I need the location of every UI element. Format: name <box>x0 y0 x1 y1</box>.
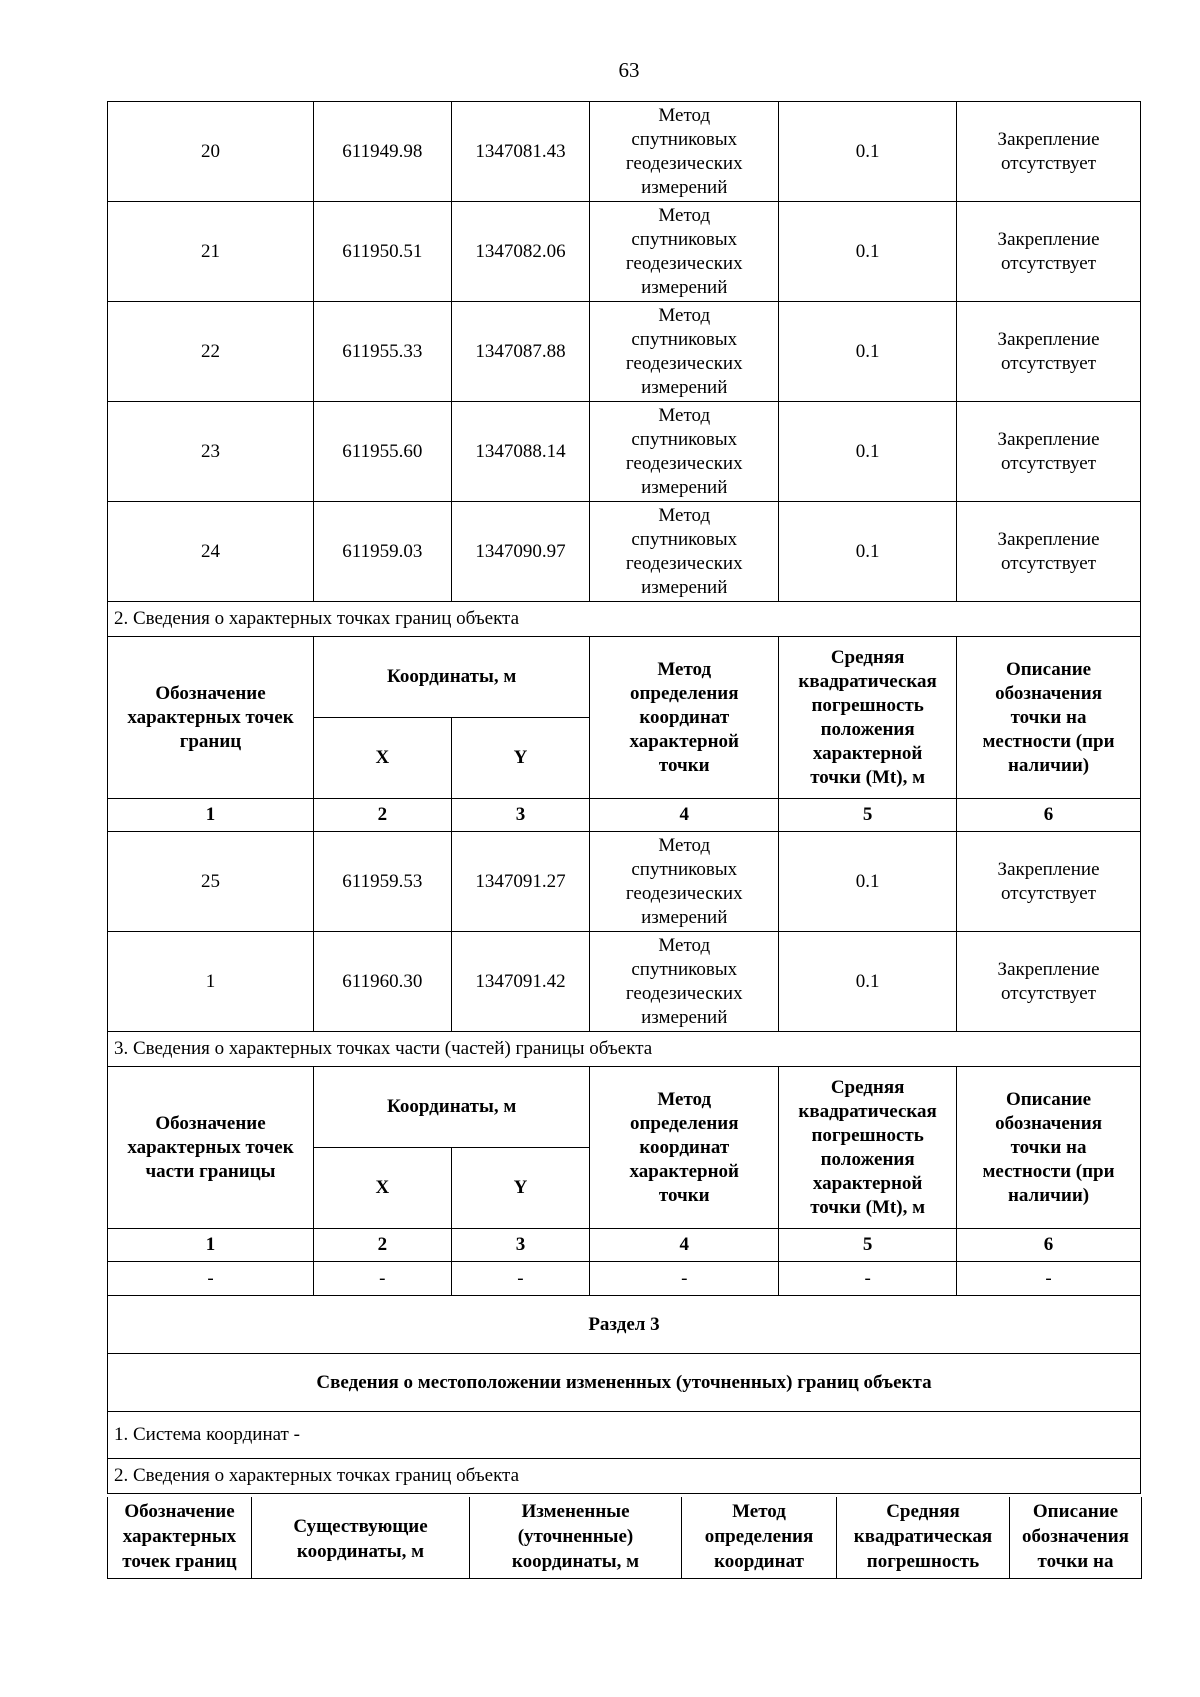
cell-line: местности (при <box>982 730 1115 752</box>
cell-line: отсутствует <box>1001 152 1097 174</box>
section3-y-header: Y <box>451 1148 590 1229</box>
cell-line: геодезических <box>625 152 743 174</box>
col-number: 4 <box>590 1229 779 1262</box>
cell-line: Метод <box>658 204 711 226</box>
cell-line: погрешность <box>811 694 924 716</box>
cell-line: отсутствует <box>1001 252 1097 274</box>
cell-line: отсутствует <box>1001 982 1097 1004</box>
changed-col3-header <box>470 1497 682 1579</box>
empty-cell: - <box>313 1262 451 1296</box>
col-number: 6 <box>957 1229 1141 1262</box>
razdel-title: Раздел 3 <box>108 1296 1141 1354</box>
cell-line: определения <box>629 682 739 704</box>
section2-x-header: X <box>313 718 451 799</box>
section2-title-row <box>108 602 1141 637</box>
cell-line: Средняя <box>830 646 905 668</box>
cell-line: Существующие <box>293 1515 428 1537</box>
cell-line: Метод <box>658 504 711 526</box>
cell-line: координаты, м <box>511 1551 640 1572</box>
coordinate-system-row <box>108 1412 1141 1459</box>
section3-col1-header <box>108 1067 314 1229</box>
cell-line: части границы <box>145 1160 276 1182</box>
col-number: 4 <box>590 799 779 832</box>
cell-line: наличии) <box>1007 754 1090 776</box>
razdel-title-row <box>108 1296 1141 1354</box>
cell-line: Метод <box>732 1501 786 1522</box>
section3-number-row <box>108 1229 1141 1262</box>
cell-line: геодезических <box>625 552 743 574</box>
changed-col5-header <box>837 1497 1010 1579</box>
empty-cell: - <box>957 1262 1141 1296</box>
cell-line: Закрепление <box>997 328 1100 350</box>
table-row <box>108 402 1141 502</box>
cell-line: характерных <box>122 1526 237 1547</box>
col-number: 2 <box>313 799 451 832</box>
coord-y: 1347088.14 <box>451 402 590 502</box>
cell-line: обозначения <box>995 682 1102 704</box>
coord-x: 611949.98 <box>313 102 451 202</box>
point-description <box>957 302 1141 402</box>
empty-cell: - <box>451 1262 590 1296</box>
cell-line: координаты, м <box>296 1540 425 1562</box>
table-row <box>108 302 1141 402</box>
point-number: 1 <box>108 932 314 1032</box>
cell-line: отсутствует <box>1001 552 1097 574</box>
empty-cell: - <box>108 1262 314 1296</box>
col-number: 2 <box>313 1229 451 1262</box>
mean-error: 0.1 <box>779 402 957 502</box>
point-number: 24 <box>108 502 314 602</box>
cell-line: наличии) <box>1007 1184 1090 1206</box>
coordinate-system: 1. Система координат - <box>108 1412 1141 1459</box>
cell-line: геодезических <box>625 882 743 904</box>
cell-line: точек границ <box>122 1551 237 1572</box>
section2-col4-header <box>590 637 779 799</box>
coord-x: 611955.33 <box>313 302 451 402</box>
cell-line: Закрепление <box>997 228 1100 250</box>
col-number: 5 <box>779 1229 957 1262</box>
cell-line: Закрепление <box>997 958 1100 980</box>
cell-line: спутниковых <box>631 858 738 880</box>
section3-title: 3. Сведения о характерных точках части (частей) границы объекта <box>108 1032 1141 1067</box>
cell-line: измерений <box>641 1006 728 1028</box>
cell-line: точки (Mt), м <box>810 766 926 788</box>
cell-line: характерной <box>812 1172 923 1194</box>
section3-col4-header <box>590 1067 779 1229</box>
section3-col5-header <box>779 1067 957 1229</box>
cell-line: Средняя <box>886 1501 960 1522</box>
point-description <box>957 502 1141 602</box>
point-number: 22 <box>108 302 314 402</box>
cell-line: квадратическая <box>853 1526 993 1547</box>
coord-y: 1347087.88 <box>451 302 590 402</box>
cell-line: измерений <box>641 276 728 298</box>
cell-line: характерной <box>629 1160 739 1182</box>
mean-error: 0.1 <box>779 302 957 402</box>
method <box>590 202 779 302</box>
cell-line: точки (Mt), м <box>810 1196 926 1218</box>
coord-x: 611959.53 <box>313 832 451 932</box>
table-row <box>108 832 1141 932</box>
point-description <box>957 402 1141 502</box>
point-number: 23 <box>108 402 314 502</box>
table-row <box>108 202 1141 302</box>
cell-line: Закрепление <box>997 128 1100 150</box>
coord-y: 1347091.42 <box>451 932 590 1032</box>
cell-line: спутниковых <box>631 128 738 150</box>
cell-line: Описание <box>1005 658 1092 680</box>
cell-line: точки <box>658 1184 710 1206</box>
table-row <box>108 102 1141 202</box>
section2-coords-header: Координаты, м <box>313 637 589 718</box>
page-number: 63 <box>618 58 640 82</box>
cell-line: спутниковых <box>631 528 738 550</box>
method <box>590 402 779 502</box>
point-description <box>957 202 1141 302</box>
coord-y: 1347081.43 <box>451 102 590 202</box>
changed-boundaries-header-row <box>108 1497 1142 1579</box>
cell-line: Обозначение <box>155 1112 266 1134</box>
cell-line: геодезических <box>625 982 743 1004</box>
cell-line: координат <box>714 1551 804 1572</box>
changed-col1-header <box>108 1497 252 1579</box>
cell-line: геодезических <box>625 352 743 374</box>
coord-x: 611955.60 <box>313 402 451 502</box>
section3-coords-header: Координаты, м <box>313 1067 589 1148</box>
point-description <box>957 832 1141 932</box>
cell-line: Метод <box>657 1088 712 1110</box>
cell-line: характерных точек <box>127 706 294 728</box>
cell-line: измерений <box>641 576 728 598</box>
table-row <box>108 932 1141 1032</box>
method <box>590 102 779 202</box>
empty-cell: - <box>590 1262 779 1296</box>
method <box>590 832 779 932</box>
cell-line: Метод <box>658 404 711 426</box>
coord-x: 611960.30 <box>313 932 451 1032</box>
col-number: 5 <box>779 799 957 832</box>
cell-line: Закрепление <box>997 858 1100 880</box>
table-row <box>108 502 1141 602</box>
cell-line: (уточненные) <box>517 1526 634 1547</box>
cell-line: Метод <box>658 304 711 326</box>
cell-line: погрешность <box>811 1124 924 1146</box>
empty-cell: - <box>779 1262 957 1296</box>
cell-line: границ <box>179 730 242 752</box>
cell-line: обозначения <box>1022 1526 1129 1547</box>
method <box>590 502 779 602</box>
cell-line: координат <box>639 1136 730 1158</box>
coord-y: 1347082.06 <box>451 202 590 302</box>
cell-line: Метод <box>657 658 712 680</box>
cell-line: определения <box>629 1112 739 1134</box>
mean-error: 0.1 <box>779 832 957 932</box>
razdel-subtitle: Сведения о местоположении измененных (уточненных) границ объекта <box>108 1354 1141 1412</box>
cell-line: координат <box>639 706 730 728</box>
cell-line: измерений <box>641 906 728 928</box>
razdel-section2-row <box>108 1459 1141 1494</box>
cell-line: спутниковых <box>631 228 738 250</box>
changed-col2-header <box>252 1497 470 1579</box>
cell-line: Метод <box>658 934 711 956</box>
section3-header-row <box>108 1067 1141 1148</box>
point-number: 20 <box>108 102 314 202</box>
col-number: 3 <box>451 1229 590 1262</box>
razdel-subtitle-row <box>108 1354 1141 1412</box>
cell-line: Закрепление <box>997 528 1100 550</box>
col-number: 1 <box>108 799 314 832</box>
cell-line: Измененные <box>521 1501 630 1522</box>
section2-y-header: Y <box>451 718 590 799</box>
col-number: 1 <box>108 1229 314 1262</box>
cell-line: местности (при <box>982 1160 1115 1182</box>
cell-line: характерной <box>812 742 923 764</box>
cell-line: точки на <box>1037 1551 1114 1572</box>
section2-col5-header <box>779 637 957 799</box>
cell-line: отсутствует <box>1001 352 1097 374</box>
cell-line: положения <box>820 1148 915 1170</box>
cell-line: Описание <box>1032 1501 1119 1522</box>
section3-x-header: X <box>313 1148 451 1229</box>
section3-empty-row <box>108 1262 1141 1296</box>
section3-col6-header <box>957 1067 1141 1229</box>
cell-line: точки на <box>1010 706 1087 728</box>
section2-col1-header <box>108 637 314 799</box>
cell-line: точки <box>658 754 710 776</box>
cell-line: Описание <box>1005 1088 1092 1110</box>
method <box>590 302 779 402</box>
point-description <box>957 102 1141 202</box>
changed-boundaries-header-table <box>107 1497 1142 1579</box>
cell-line: квадратическая <box>798 670 937 692</box>
coordinates-table <box>107 101 1141 1494</box>
method <box>590 932 779 1032</box>
mean-error: 0.1 <box>779 932 957 1032</box>
coord-y: 1347091.27 <box>451 832 590 932</box>
changed-col6-header <box>1010 1497 1142 1579</box>
cell-line: геодезических <box>625 452 743 474</box>
point-number: 25 <box>108 832 314 932</box>
cell-line: геодезических <box>625 252 743 274</box>
section2-title: 2. Сведения о характерных точках границ объекта <box>108 602 1141 637</box>
section2-col6-header <box>957 637 1141 799</box>
cell-line: спутниковых <box>631 428 738 450</box>
cell-line: квадратическая <box>798 1100 937 1122</box>
coord-x: 611959.03 <box>313 502 451 602</box>
cell-line: измерений <box>641 476 728 498</box>
point-number: 21 <box>108 202 314 302</box>
mean-error: 0.1 <box>779 502 957 602</box>
cell-line: Обозначение <box>124 1501 235 1522</box>
cell-line: характерных точек <box>127 1136 294 1158</box>
section2-number-row <box>108 799 1141 832</box>
col-number: 3 <box>451 799 590 832</box>
cell-line: Обозначение <box>155 682 266 704</box>
mean-error: 0.1 <box>779 202 957 302</box>
cell-line: Средняя <box>830 1076 905 1098</box>
coord-x: 611950.51 <box>313 202 451 302</box>
mean-error: 0.1 <box>779 102 957 202</box>
cell-line: положения <box>820 718 915 740</box>
cell-line: спутниковых <box>631 958 738 980</box>
cell-line: Закрепление <box>997 428 1100 450</box>
razdel-section2-title: 2. Сведения о характерных точках границ объекта <box>108 1459 1141 1494</box>
cell-line: погрешность <box>866 1551 980 1572</box>
cell-line: отсутствует <box>1001 452 1097 474</box>
cell-line: отсутствует <box>1001 882 1097 904</box>
point-description <box>957 932 1141 1032</box>
cell-line: характерной <box>629 730 739 752</box>
cell-line: обозначения <box>995 1112 1102 1134</box>
section3-title-row <box>108 1032 1141 1067</box>
cell-line: измерений <box>641 176 728 198</box>
changed-col4-header <box>682 1497 837 1579</box>
col-number: 6 <box>957 799 1141 832</box>
cell-line: Метод <box>658 834 711 856</box>
cell-line: точки на <box>1010 1136 1087 1158</box>
cell-line: измерений <box>641 376 728 398</box>
cell-line: Метод <box>658 104 711 126</box>
section2-header-row <box>108 637 1141 718</box>
coord-y: 1347090.97 <box>451 502 590 602</box>
cell-line: спутниковых <box>631 328 738 350</box>
cell-line: определения <box>704 1526 814 1547</box>
